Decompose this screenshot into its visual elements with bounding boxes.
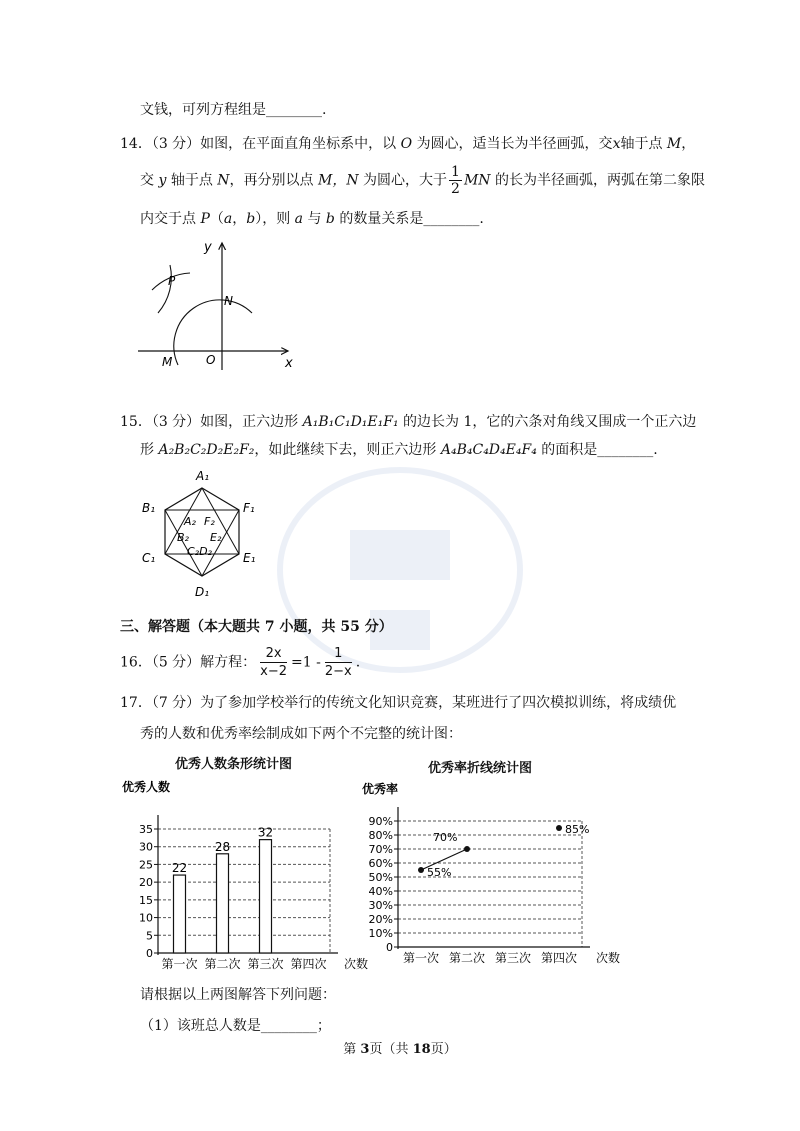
point-p-label: P: [168, 274, 176, 288]
y-tick-label: 20%: [368, 913, 393, 926]
vertex-b2: B₂: [177, 531, 189, 544]
x-tick-label: 第三次: [494, 951, 532, 965]
bar-data-label: 32: [257, 825, 274, 840]
line-point: [464, 846, 470, 852]
y-tick-label: 90%: [368, 815, 393, 828]
q13-tail: 文钱，可列方程组是________.: [140, 102, 327, 118]
y-tick-label: 20: [139, 876, 153, 890]
y-tick-label: 40%: [368, 885, 393, 898]
point-data-label: 70%: [433, 831, 458, 844]
y-tick-label: 30%: [368, 899, 393, 912]
q14-line1: 14．（3 分）如图，在平面直角坐标系中，以 O 为圆心，适当长为半径画弧，交x轴于点 M，: [120, 136, 696, 152]
bar-data-label: 28: [214, 839, 231, 854]
y-axis-label: y: [204, 240, 212, 255]
y-tick-label: 10: [139, 911, 153, 925]
x-tick-label: 第三次: [247, 957, 284, 971]
y-tick-label: 35: [139, 823, 153, 836]
point-data-label: 85%: [565, 823, 590, 836]
x-axis-label: x: [285, 356, 293, 371]
vertex-d1: D₁: [195, 585, 210, 599]
q17-line1: 17．（7 分）为了参加学校举行的传统文化知识竞赛，某班进行了四次模拟训练，将成绩优: [120, 695, 677, 711]
y-tick-label: 50%: [368, 871, 393, 884]
x-axis-label: 次数: [596, 951, 621, 965]
x-tick-label: 第二次: [204, 957, 241, 971]
page-footer: 第 3页（共 18页）: [343, 1042, 457, 1057]
bar-data-label: 22: [171, 861, 188, 876]
fraction-one-half: $\frac{1}{2}$: [451, 164, 460, 197]
y-axis-label: 优秀人数: [122, 780, 171, 794]
x-tick-label: 第一次: [402, 951, 440, 965]
q15-hexagon-figure: [132, 462, 272, 607]
y-tick-label: 70%: [368, 843, 393, 856]
q14-line3: 内交于点 P（a，b），则 a 与 b 的数量关系是________.: [140, 211, 484, 227]
line-point: [556, 825, 562, 831]
vertex-c1: C₁: [142, 551, 156, 565]
q17-line2: 秀的人数和优秀率绘制成如下两个不完整的统计图：: [140, 726, 462, 742]
line-chart-title: 优秀率折线统计图: [428, 761, 533, 776]
y-tick-label: 0: [146, 947, 153, 960]
fraction-lhs: $\frac{2x}{x-2}$: [260, 646, 288, 679]
y-tick-label: 60%: [368, 857, 393, 870]
vertex-e1: E₁: [243, 551, 256, 565]
q15-line2: 形 A₂B₂C₂D₂E₂F₂，如此继续下去，则正六边形 A₄B₄C₄D₄E₄F₄ 的面积是________.: [140, 442, 658, 458]
bar: [217, 854, 229, 953]
y-tick-label: 0: [386, 941, 393, 954]
q17-sub1: （1）该班总人数是________；: [140, 1018, 331, 1034]
y-tick-label: 80%: [368, 829, 393, 842]
fraction-rhs: $\frac{1}{2-x}$: [324, 646, 352, 679]
bar-chart: [120, 775, 380, 975]
point-n-label: N: [224, 294, 233, 308]
vertex-f1: F₁: [243, 501, 255, 515]
q14-line2: 交 y 轴于点 N，再分别以点 M，N 为圆心，大于 $\frac{1}{2}$ MN 的长为半径画弧，两弧在第二象限: [140, 164, 705, 197]
bar-chart-title: 优秀人数条形统计图: [175, 757, 293, 772]
section-3-heading: 三、解答题（本大题共 7 小题，共 55 分）: [120, 619, 393, 635]
x-tick-label: 第一次: [161, 957, 198, 971]
bar: [174, 875, 186, 953]
x-axis-label: 次数: [344, 957, 369, 971]
y-tick-label: 25: [139, 858, 153, 872]
q15-line1: 15．（3 分）如图，正六边形 A₁B₁C₁D₁E₁F₁ 的边长为 1，它的六条对角线又围成一个正六边: [120, 414, 697, 430]
y-tick-label: 15: [139, 893, 153, 907]
vertex-f2: F₂: [204, 515, 215, 528]
y-tick-label: 30: [139, 840, 153, 854]
x-tick-label: 第四次: [540, 951, 578, 965]
point-m-label: M: [162, 355, 173, 369]
x-tick-label: 第二次: [448, 951, 486, 965]
bar: [260, 840, 272, 953]
y-tick-label: 5: [146, 929, 153, 943]
x-tick-label: 第四次: [290, 957, 327, 971]
vertex-a1: A₁: [196, 469, 210, 483]
vertex-a2: A₂: [184, 515, 196, 528]
q14-coordinate-figure: [130, 235, 300, 375]
vertex-b1: B₁: [142, 501, 156, 515]
y-axis-label: 优秀率: [362, 782, 399, 796]
arc-from-n: [158, 265, 171, 313]
y-tick-label: 10%: [368, 927, 393, 940]
point-data-label: 55%: [427, 866, 452, 879]
vertex-c2d2: C₂D₂: [187, 545, 212, 558]
point-o-label: O: [206, 353, 216, 367]
line-chart: [362, 777, 622, 977]
q17-ask: 请根据以上两图解答下列问题：: [140, 987, 336, 1003]
q16: 16．（5 分）解方程： $\frac{2x}{x-2}$ =1 - $\frac{1}{2-x}$ .: [120, 646, 361, 679]
vertex-e2: E₂: [210, 531, 222, 544]
